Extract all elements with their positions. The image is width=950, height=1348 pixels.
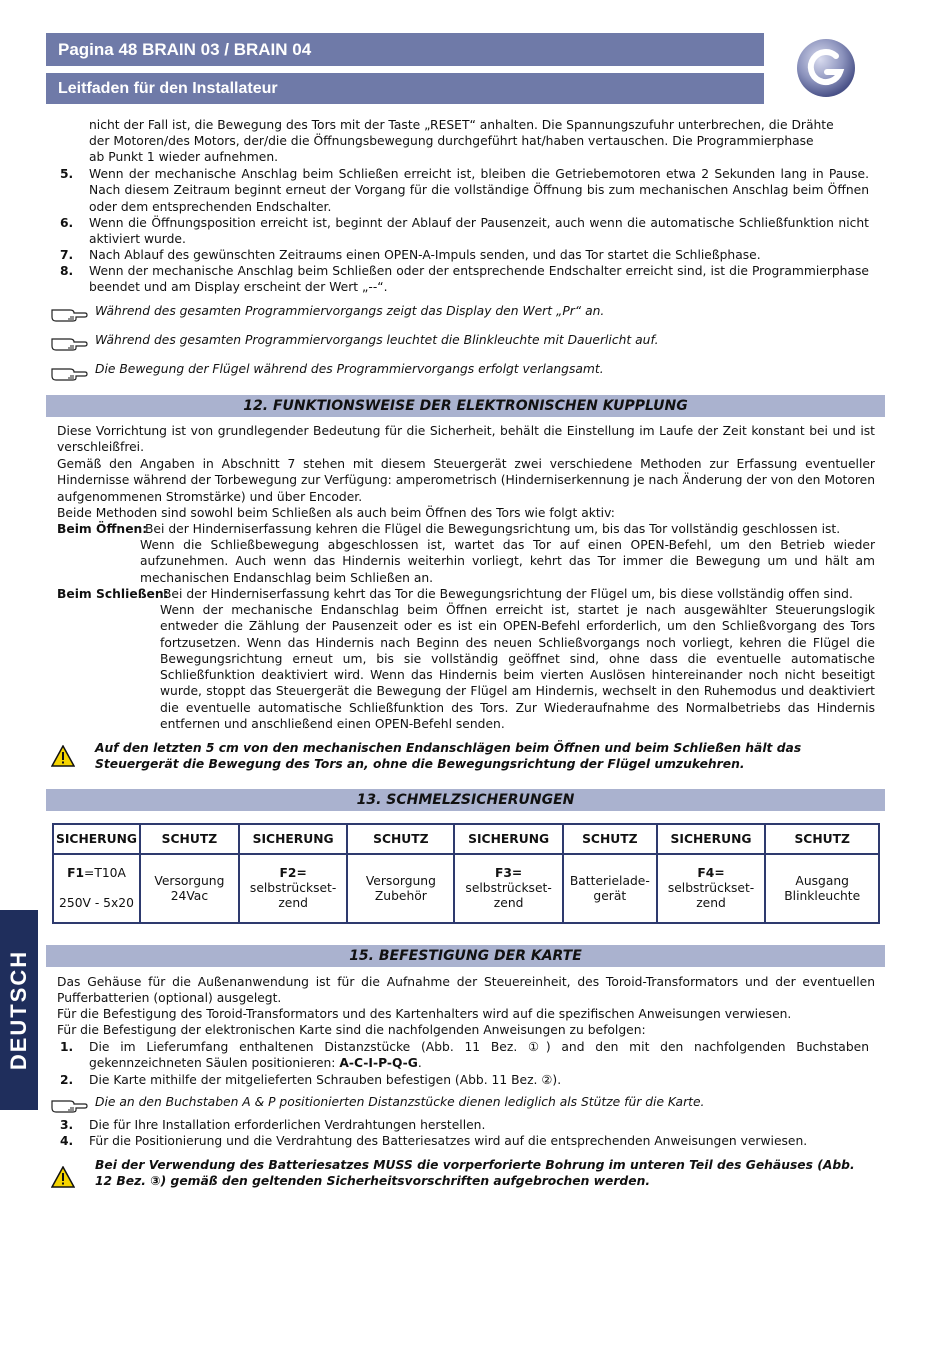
list-number: 2. <box>60 1073 74 1087</box>
list-item: Die für Ihre Installation erforderlichen Verdrahtungen herstellen. <box>89 1118 486 1132</box>
list-number: 7. <box>60 248 74 262</box>
close-label: Beim Schließen: <box>57 587 169 601</box>
section-13-title: 13. SCHMELZSICHERUNGEN <box>46 789 885 811</box>
warning-icon <box>51 745 75 767</box>
section-15-para-1: Das Gehäuse für die Außenanwendung ist für die Aufnahme der Steuereinheit, des Toroid-Transformators und der eventuellen Pufferbatterien (optional) ausgelegt. <box>57 975 875 1006</box>
table-header-cell: SCHUTZ <box>347 824 454 854</box>
list-item: Wenn die Öffnungsposition erreicht ist, beginnt der Ablauf der Pausenzeit, auch wenn die automatische Schließfunktion nicht aktiviert wurde. <box>89 216 869 247</box>
table-cell: Batterielade-gerät <box>563 854 657 923</box>
pointing-hand-icon <box>50 364 88 382</box>
section-15-title: 15. BEFESTIGUNG DER KARTE <box>46 945 885 967</box>
section-12-warning: Auf den letzten 5 cm von den mechanischen Endanschlägen beim Öffnen und beim Schließen hält das Steuergerät die Bewegung des Tors an, ohne die Bewegungsrichtung der Flügel umzukehren. <box>95 741 802 772</box>
note-text: Während des gesamten Programmiervorgangs zeigt das Display den Wert „Pr“ an. <box>95 304 605 318</box>
list-item: Nach Ablauf des gewünschten Zeitraums einen OPEN-A-Impuls senden, und das Tor startet die Schließphase. <box>89 248 761 262</box>
open-first-line: Bei der Hinderniserfassung kehren die Flügel die Bewegungsrichtung um, bis das Tor vollständig geschlossen ist. <box>145 522 841 536</box>
list-item: Die Karte mithilfe der mitgelieferten Schrauben befestigen (Abb. 11 Bez. ②). <box>89 1073 562 1087</box>
table-header-cell: SICHERUNG <box>454 824 563 854</box>
close-first-line: Bei der Hinderniserfassung kehrt das Tor die Bewegungsrichtung der Flügel um, bis diese vollständig offen sind. <box>163 587 853 601</box>
company-logo <box>796 38 856 98</box>
intro-line-3: ab Punkt 1 wieder aufnehmen. <box>89 150 279 164</box>
page-header-subtitle: Leitfaden für den Installateur <box>46 73 764 104</box>
table-header-cell: SCHUTZ <box>563 824 657 854</box>
table-header-cell: SICHERUNG <box>53 824 140 854</box>
section-12-title: 12. FUNKTIONSWEISE DER ELEKTRONISCHEN KUPPLUNG <box>46 395 885 417</box>
language-label: DEUTSCH <box>6 949 31 1071</box>
language-side-tab <box>0 910 38 1110</box>
fuse-f3-cell: F3= selbstrückset-zend <box>454 854 563 923</box>
list-number: 4. <box>60 1134 74 1148</box>
list-item: Wenn der mechanische Anschlag beim Schließen oder der entsprechende Endschalter erreicht sind, ist die Programmierphase beendet und am Display erscheint der Wert „--“. <box>89 264 869 295</box>
table-header-cell: SCHUTZ <box>765 824 879 854</box>
list-number: 8. <box>60 264 74 278</box>
open-rest: Wenn die Schließbewegung abgeschlossen ist, wartet das Tor auf einen OPEN-Befehl, um den Betrieb wieder aufzunehmen. Auch wenn das Hindernis weiterhin vorliegt, kehrt das Tor immer die Bewegung um und hält am mechanischen Endanschlag beim Schließen an. <box>140 538 875 585</box>
table-header-cell: SICHERUNG <box>657 824 766 854</box>
pointing-hand-icon <box>50 1096 88 1114</box>
pointing-hand-icon <box>50 334 88 352</box>
table-header-cell: SCHUTZ <box>140 824 239 854</box>
section-15-para-2: Für die Befestigung des Toroid-Transformators und des Kartenhalters wird auf die spezifischen Anweisungen verwiesen. <box>57 1007 792 1021</box>
note-text: Die an den Buchstaben A & P positionierten Distanzstücke dienen lediglich als Stütze für die Karte. <box>95 1095 705 1109</box>
section-12-para-1: Diese Vorrichtung ist von grundlegender Bedeutung für die Sicherheit, behält die Einstellung im Laufe der Zeit konstant bei und ist verschleißfrei. <box>57 424 875 455</box>
intro-line-1: nicht der Fall ist, die Bewegung des Tors mit der Taste „RESET“ anhalten. Die Spannungszufuhr unterbrechen, die Drähte <box>89 118 834 132</box>
table-header-row <box>53 824 879 854</box>
table-row <box>53 854 879 923</box>
section-15-para-3: Für die Befestigung der elektronischen Karte sind die nachfolgenden Anweisungen zu befolgen: <box>57 1023 646 1037</box>
table-cell: Versorgung Zubehör <box>347 854 454 923</box>
pointing-hand-icon <box>50 305 88 323</box>
fuse-f1-cell: F1=T10A 250V - 5x20 <box>53 854 140 923</box>
intro-line-2: der Motoren/des Motors, der/die die Öffnungsbewegung durchgeführt hat/haben vertauschen. Die Programmierphase <box>89 134 814 148</box>
warning-icon <box>51 1166 75 1188</box>
table-header-cell: SICHERUNG <box>239 824 348 854</box>
table-cell: Ausgang Blinkleuchte <box>765 854 879 923</box>
fuse-f4-cell: F4= selbstrückset-zend <box>657 854 766 923</box>
section-15-warning: Bei der Verwendung des Batteriesatzes MUSS die vorperforierte Bohrung im unteren Teil des Gehäuses (Abb. 12 Bez. ③) gemäß den geltenden Sicherheitsvorschriften aufgebrochen werden. <box>95 1158 855 1189</box>
list-number: 3. <box>60 1118 74 1132</box>
section-12-para-2: Gemäß den Angaben in Abschnitt 7 stehen mit diesem Steuergerät zwei verschiedene Methoden zur Erfassung eventueller Hindernisse während der Torbewegung zur Verfügung: amperometrisch (Hinderniserkennung je nach Änderung der von den Motoren aufgenommenen Stromstärke) und über Encoder. <box>57 457 875 504</box>
list-number: 1. <box>60 1040 74 1054</box>
list-number: 6. <box>60 216 74 230</box>
open-label: Beim Öffnen: <box>57 522 148 536</box>
close-rest: Wenn der mechanische Endanschlag beim Öffnen erreicht ist, startet je nach ausgewählter Steuerungslogik entweder die Zählung der Pausenzeit oder es ist ein OPEN-Befehl erforderlich, um den Schließvorgang des Tors fortzusetzen. Wenn das Hindernis nach Beginn des neuen Schließvorgangs noch vorliegt, kehren die Flügel die Bewegungsrichtung erneut um, bis sie vollständig geöffnet sind, ohne dass die eventuelle automatische Schließfunktion deaktiviert wird. Wenn das Hindernis beim vierten Auslösen hintereinander noch nicht beseitigt wurde, stoppt das Steuergerät die Bewegung der Flügel am Hindernis, wechselt in den Ruhemodus und deaktiviert die eventuelle automatische Schließfunktion des Tors. Zur Wiederaufnahme des Normalbetriebs das Hindernis entfernen und anschließend einen OPEN-Befehl senden. <box>160 603 875 732</box>
list-item: Wenn der mechanische Anschlag beim Schließen erreicht ist, bleiben die Getriebemotoren etwa 2 Sekunden lang in Pause. Nach diesem Zeitraum beginnt erneut der Vorgang für die vollständige Öffnung bis zum mechanischen Anschlag beim Öffnen oder dem entsprechenden Endschalter. <box>89 167 869 214</box>
note-text: Während des gesamten Programmiervorgangs leuchtet die Blinkleuchte mit Dauerlicht auf. <box>95 333 659 347</box>
table-cell: Versorgung 24Vac <box>140 854 239 923</box>
section-12-para-3: Beide Methoden sind sowohl beim Schließen als auch beim Öffnen des Tors wie folgt aktiv: <box>57 506 615 520</box>
list-number: 5. <box>60 167 74 181</box>
page-header-title: Pagina 48 BRAIN 03 / BRAIN 04 <box>46 33 764 66</box>
list-item: Für die Positionierung und die Verdrahtung des Batteriesatzes wird auf die entsprechenden Anweisungen verwiesen. <box>89 1134 808 1148</box>
note-text: Die Bewegung der Flügel während des Programmiervorgangs erfolgt verlangsamt. <box>95 362 604 376</box>
fuse-table <box>52 823 880 924</box>
list-item: Die im Lieferumfang enthaltenen Distanzstücke (Abb. 11 Bez. ①) and den mit den nachfolgenden Buchstaben gekennzeichneten Säulen positionieren: A-C-I-P-Q-G. <box>89 1040 869 1071</box>
fuse-f2-cell: F2= selbstrückset-zend <box>239 854 348 923</box>
